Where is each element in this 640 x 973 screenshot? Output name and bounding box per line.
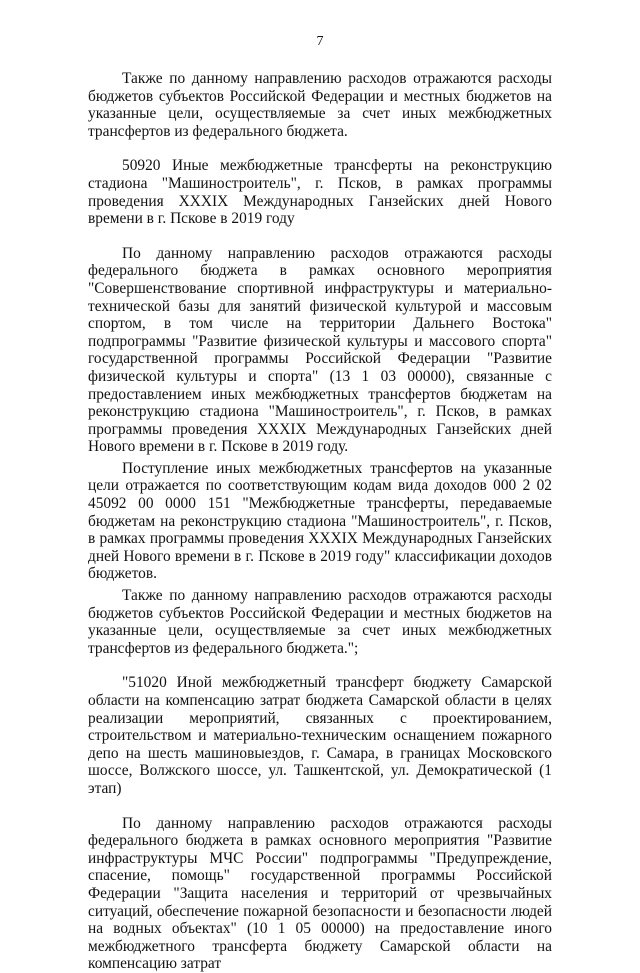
paragraph-4: Поступление иных межбюджетных трансфертов на указанные цели отражается по соответствующим кодам вида доходов 000 2 02 45092 00 0000 151 "Межбюджетные трансферты, передаваемые бюджетам на реконструкцию стадиона "Машиностроитель", г. Псков, в рамках программы проведения XXXIX Международных Ганзейских дней Нового времени в г. Пскове в 2019 году" классификации доходов бюджетов.	[88, 459, 552, 583]
paragraph-2-heading-50920: 50920 Иные межбюджетные трансферты на реконструкцию стадиона "Машиностроитель", г. Псков, в рамках программы проведения XXXIX Международных Ганзейских дней Нового времени в г. Пскове в 2019 году	[88, 157, 552, 228]
paragraph-1: Также по данному направлению расходов отражаются расходы бюджетов субъектов Российской Федерации и местных бюджетов на указанные цели, осуществляемые за счет иных межбюджетных трансфертов из федерального бюджета.	[88, 70, 552, 140]
page-number: 7	[316, 34, 324, 49]
paragraph-6-heading-51020: "51020 Иной межбюджетный трансферт бюджету Самарской области на компенсацию затрат бюджета Самарской области в целях реализации мероприятий, связанных с проектированием, строительством и материально-техническим оснащением пожарного депо на шесть машиновыездов, г. Самара, в границах Московского шоссе, Волжского шоссе, ул. Ташкентской, ул. Демократической (1 этап)	[88, 674, 552, 797]
paragraph-7: По данному направлению расходов отражаются расходы федерального бюджета в рамках основного мероприятия "Развитие инфраструктуры МЧС России" подпрограммы "Предупреждение, спасение, помощь" государственной программы Российской Федерации "Защита населения и территорий от чрезвычайных ситуаций, обеспечение пожарной безопасности и безопасности людей на водных объектах" (10 1 05 00000) на предоставление иного межбюджетного трансферта бюджету Самарской области на компенсацию затрат	[88, 814, 552, 973]
paragraph-5: Также по данному направлению расходов отражаются расходы бюджетов субъектов Российской Федерации и местных бюджетов на указанные цели, осуществляемые за счет иных межбюджетных трансфертов из федерального бюджета.";	[88, 587, 552, 657]
paragraph-3: По данному направлению расходов отражаются расходы федерального бюджета в рамках основного мероприятия "Совершенствование спортивной инфраструктуры и материально-технической базы для занятий физической культурой и массовым спортом, в том числе на территории Дальнего Востока" подпрограммы "Развитие физической культуры и массового спорта" государственной программы Российской Федерации "Развитие физической культуры и спорта" (13 1 03 00000), связанные с предоставлением иных межбюджетных трансфертов бюджетам на реконструкцию стадиона "Машиностроитель", г. Псков, в рамках программы проведения XXXIX Международных Ганзейских дней Нового времени в г. Пскове в 2019 году.	[88, 244, 552, 456]
